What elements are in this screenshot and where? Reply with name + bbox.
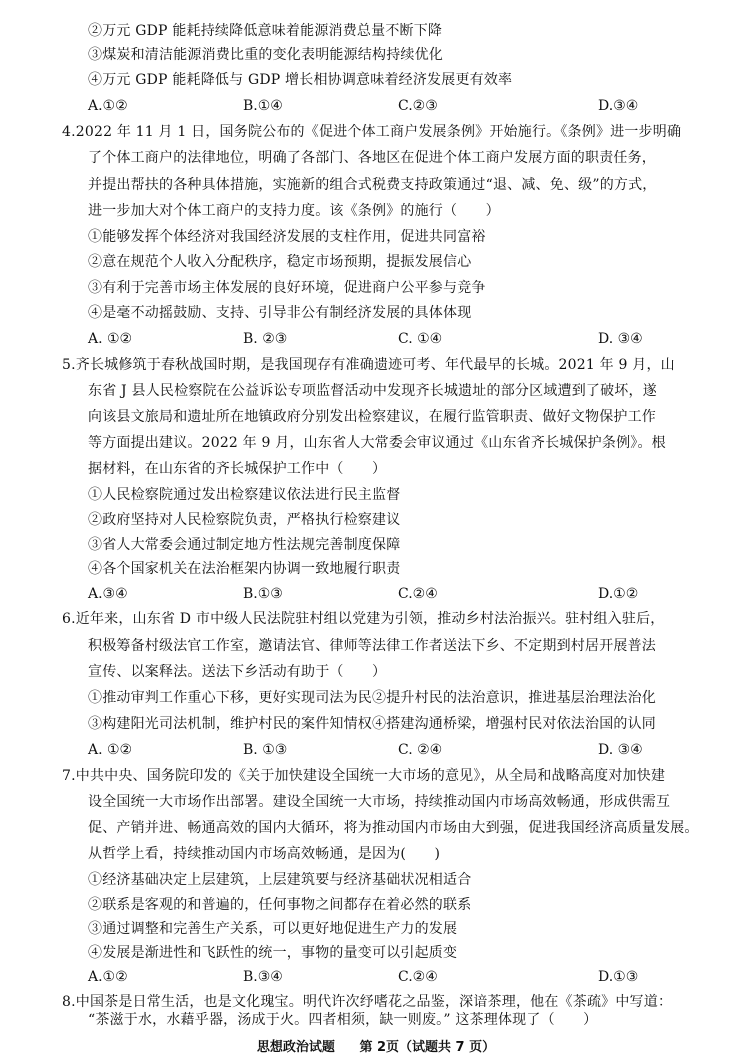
question-6-stem-line: 宣传、以案释法。送法下乡活动有助于（ ） (88, 664, 387, 680)
answer-options-q6 (88, 740, 708, 762)
option-statement-3: ③省人大常委会通过制定地方性法规完善制度保障 (88, 537, 401, 553)
question-5-stem-line: 向该县文旅局和遗址所在地镇政府分别发出检察建议，在履行监管职责、做好文物保护工作 (88, 409, 656, 425)
question-7-stem-line: 促、产销并进、畅通高效的国内大循环，将为推动国内市场由大到强，促进我国经济高质量发展。 (88, 820, 699, 836)
answer-options-q3 (88, 96, 708, 118)
option-statement-2: ②联系是客观的和普遍的，任何事物之间都存在着必然的联系 (88, 897, 472, 913)
option-statement-4: ④发展是渐进性和飞跃性的统一，事物的量变可以引起质变 (88, 945, 458, 961)
option-statement-3: ③煤炭和清洁能源消费比重的变化表明能源结构持续优化 (88, 47, 443, 63)
question-6-stem-line: 积极筹备村级法官工作室，邀请法官、律师等法律工作者送法下乡、不定期到村居开展普法 (88, 638, 656, 654)
option-c: C. ①④ (398, 331, 443, 347)
option-statement-1: ①经济基础决定上层建筑，上层建筑要与经济基础状况相适合 (88, 872, 472, 888)
question-4-stem-line: 并提出帮扶的各种具体措施，实施新的组合式税费支持政策通过“退、减、免、级”的方式， (88, 177, 657, 193)
option-d: D.③④ (598, 98, 639, 114)
option-d: D.①② (598, 586, 639, 602)
option-a: A. ①② (88, 742, 133, 758)
option-b: B. ①③ (243, 742, 288, 758)
option-statement-1: ①能够发挥个体经济对我国经济发展的支柱作用，促进共同富裕 (88, 229, 486, 245)
question-7-stem-line: 设全国统一大市场作出部署。建设全国统一大市场，持续推动国内市场高效畅通，形成供需互 (88, 794, 671, 810)
option-statement-2: ②万元 GDP 能耗持续降低意味着能源消费总量不断下降 (88, 23, 443, 39)
question-7-stem-line: 从哲学上看，持续推动国内市场高效畅通，是因为( ) (88, 846, 441, 862)
option-statement-1: ①人民检察院通过发出检察建议依法进行民主监督 (88, 487, 401, 503)
question-4-stem: 4.2022 年 11 月 1 日，国务院公布的《促进个体工商户发展条例》开始施行。《条例》进一步明确 (62, 124, 682, 140)
option-a: A.①② (88, 969, 128, 985)
question-4-stem-line: 了个体工商户的法律地位，明确了各部门、各地区在促进个体工商户发展方面的职责任务， (88, 150, 656, 166)
option-d: D. ③④ (598, 331, 643, 347)
answer-options-q7 (88, 967, 708, 989)
question-7-stem: 7.中共中央、国务院印发的《关于加快建设全国统一大市场的意见》，从全局和战略高度对加快建 (62, 768, 666, 784)
option-b: B.①③ (243, 586, 283, 602)
option-c: C.②④ (398, 969, 438, 985)
option-statement-3: ③通过调整和完善生产关系，可以更好地促进生产力的发展 (88, 921, 458, 937)
question-4-stem-line: 进一步加大对个体工商户的支持力度。该《条例》的施行（ ） (88, 203, 500, 219)
option-b: B. ②③ (243, 331, 288, 347)
question-8-stem-line: “茶滋于水，水藉乎器，汤成于火。四者相须，缺一则废。” 这茶理体现了（ ） (88, 1012, 598, 1028)
option-statements-3-4: ③构建阳光司法机制，维护村民的案件知情权④搭建沟通桥梁，增强村民对依法治国的认同 (88, 716, 656, 732)
option-d: D.①③ (598, 969, 639, 985)
option-b: B.①④ (243, 98, 283, 114)
option-c: C. ②④ (398, 742, 443, 758)
option-c: C.②③ (398, 98, 438, 114)
option-statement-4: ④各个国家机关在法治框架内协调一致地履行职责 (88, 561, 401, 577)
question-5-stem-line: 据材料，在山东省的齐长城保护工作中（ ） (88, 461, 387, 477)
option-statement-4: ④是毫不动摇鼓励、支持、引导非公有制经济发展的具体体现 (88, 305, 472, 321)
page-footer (0, 1038, 752, 1058)
footer-subject: 思想政治试题 (256, 1040, 335, 1055)
answer-options-q5 (88, 584, 708, 606)
option-a: A.③④ (88, 586, 128, 602)
option-statement-4: ④万元 GDP 能耗降低与 GDP 增长相协调意味着经济发展更有效率 (88, 72, 513, 88)
option-c: C.②④ (398, 586, 438, 602)
question-5-stem-line: 东省 J 县人民检察院在公益诉讼专项监督活动中发现齐长城遗址的部分区域遭到了破坏，遂 (88, 383, 657, 399)
question-5-stem-line: 等方面提出建议。2022 年 9 月，山东省人大常委会审议通过《山东省齐长城保护条例》。根 (88, 435, 666, 451)
option-a: A. ①② (88, 331, 133, 347)
answer-options-q4 (88, 329, 708, 351)
option-d: D. ③④ (598, 742, 643, 758)
option-statement-3: ③有利于完善市场主体发展的良好环境，促进商户公平参与竞争 (88, 280, 486, 296)
question-8-stem: 8.中国茶是日常生活，也是文化瑰宝。明代许次纾嗜花之品鉴，深谙茶理，他在《茶疏》中写道： (62, 994, 673, 1010)
option-statements-1-2: ①推动审判工作重心下移，更好实现司法为民②提升村民的法治意识，推进基层治理法治化 (88, 690, 656, 706)
question-6-stem: 6.近年来，山东省 D 市中级人民法院驻村组以党建为引领，推动乡村法治振兴。驻村组入驻后， (62, 611, 665, 627)
footer-page-number: 第 2页（试题共 7 页） (359, 1040, 496, 1055)
option-b: B.③④ (243, 969, 283, 985)
option-statement-2: ②政府坚持对人民检察院负责，严格执行检察建议 (88, 512, 401, 528)
question-5-stem: 5.齐长城修筑于春秋战国时期，是我国现存有准确遗迹可考、年代最早的长城。2021 年 9 月，山 (62, 357, 675, 373)
option-a: A.①② (88, 98, 128, 114)
option-statement-2: ②意在规范个人收入分配秩序，稳定市场预期，提振发展信心 (88, 254, 472, 270)
